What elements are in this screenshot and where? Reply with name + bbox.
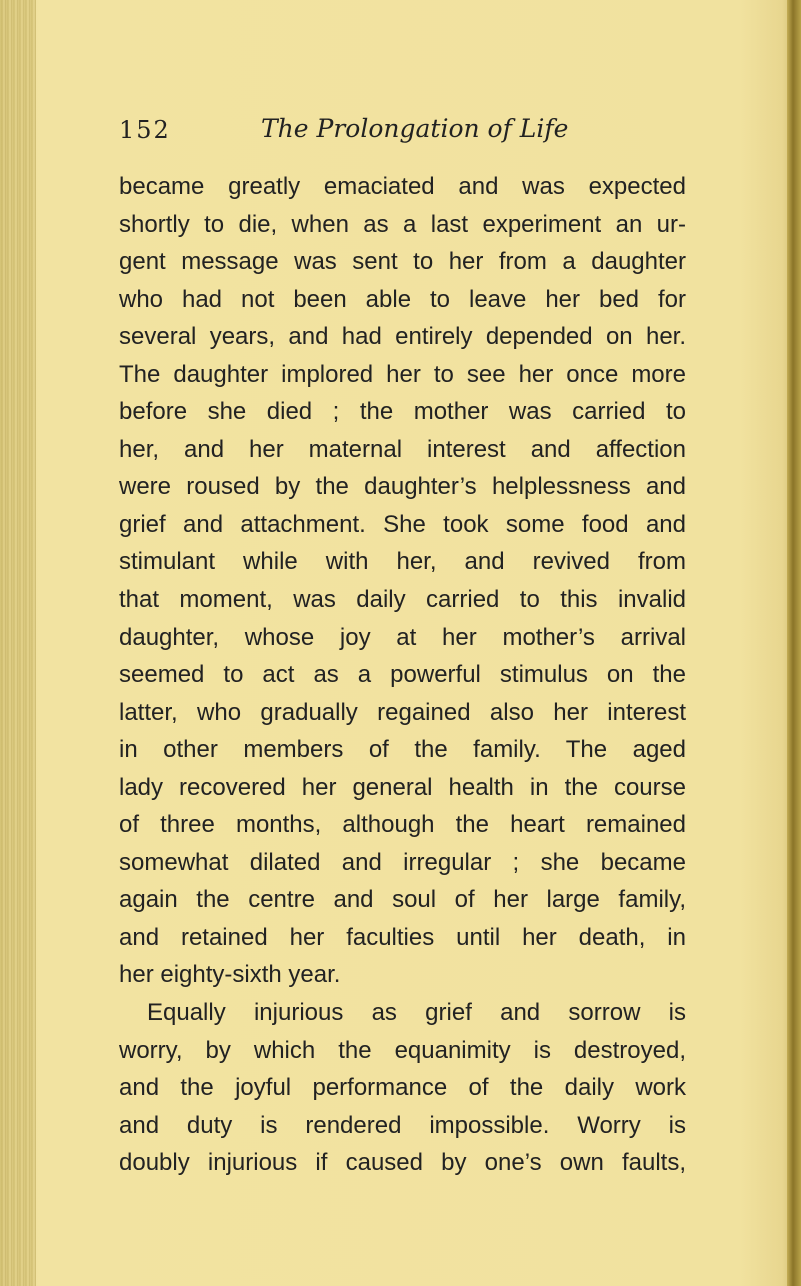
text-line: worry, by which the equanimity is destroyed, (119, 1036, 686, 1064)
text-line: who had not been able to leave her bed for (119, 285, 686, 313)
text-line: several years, and had entirely depended on her. (119, 323, 686, 351)
text-line: before she died ; the mother was carried to (119, 398, 686, 426)
text-line: latter, who gradually regained also her interest (119, 698, 686, 726)
text-line: lady recovered her general health in the course (119, 773, 686, 801)
text-line: were roused by the daughter’s helplessness and (119, 473, 686, 501)
binding-edge (0, 0, 36, 1286)
text-line: The daughter implored her to see her once more (119, 360, 686, 388)
text-line: seemed to act as a powerful stimulus on the (119, 661, 686, 689)
page-header (119, 116, 719, 156)
text-line: and the joyful performance of the daily work (119, 1074, 686, 1102)
text-line: gent message was sent to her from a daughter (119, 248, 686, 276)
text-line: that moment, was daily carried to this invalid (119, 586, 686, 614)
text-line: became greatly emaciated and was expected (119, 173, 686, 200)
page-right-edge (787, 0, 801, 1286)
text-line: doubly injurious if caused by one’s own faults, (119, 1149, 686, 1177)
text-line: and duty is rendered impossible. Worry is (119, 1111, 686, 1139)
running-title: The Prolongation of Life (261, 114, 569, 143)
text-line: somewhat dilated and irregular ; she became (119, 848, 686, 876)
page-number: 152 (119, 116, 171, 144)
text-line: Equally injurious as grief and sorrow is (147, 999, 686, 1027)
text-line: again the centre and soul of her large family, (119, 886, 686, 914)
body-text (119, 168, 686, 1182)
text-line: daughter, whose joy at her mother’s arrival (119, 623, 686, 651)
text-line: shortly to die, when as a last experiment an ur- (119, 210, 686, 238)
text-line: grief and attachment. She took some food and (119, 510, 686, 538)
text-line: stimulant while with her, and revived from (119, 548, 686, 576)
text-line: in other members of the family. The aged (119, 736, 686, 764)
text-line: her, and her maternal interest and affection (119, 435, 686, 463)
text-line: her eighty-sixth year. (119, 961, 341, 989)
text-line: of three months, although the heart remained (119, 811, 686, 839)
text-line: and retained her faculties until her death, in (119, 923, 686, 951)
